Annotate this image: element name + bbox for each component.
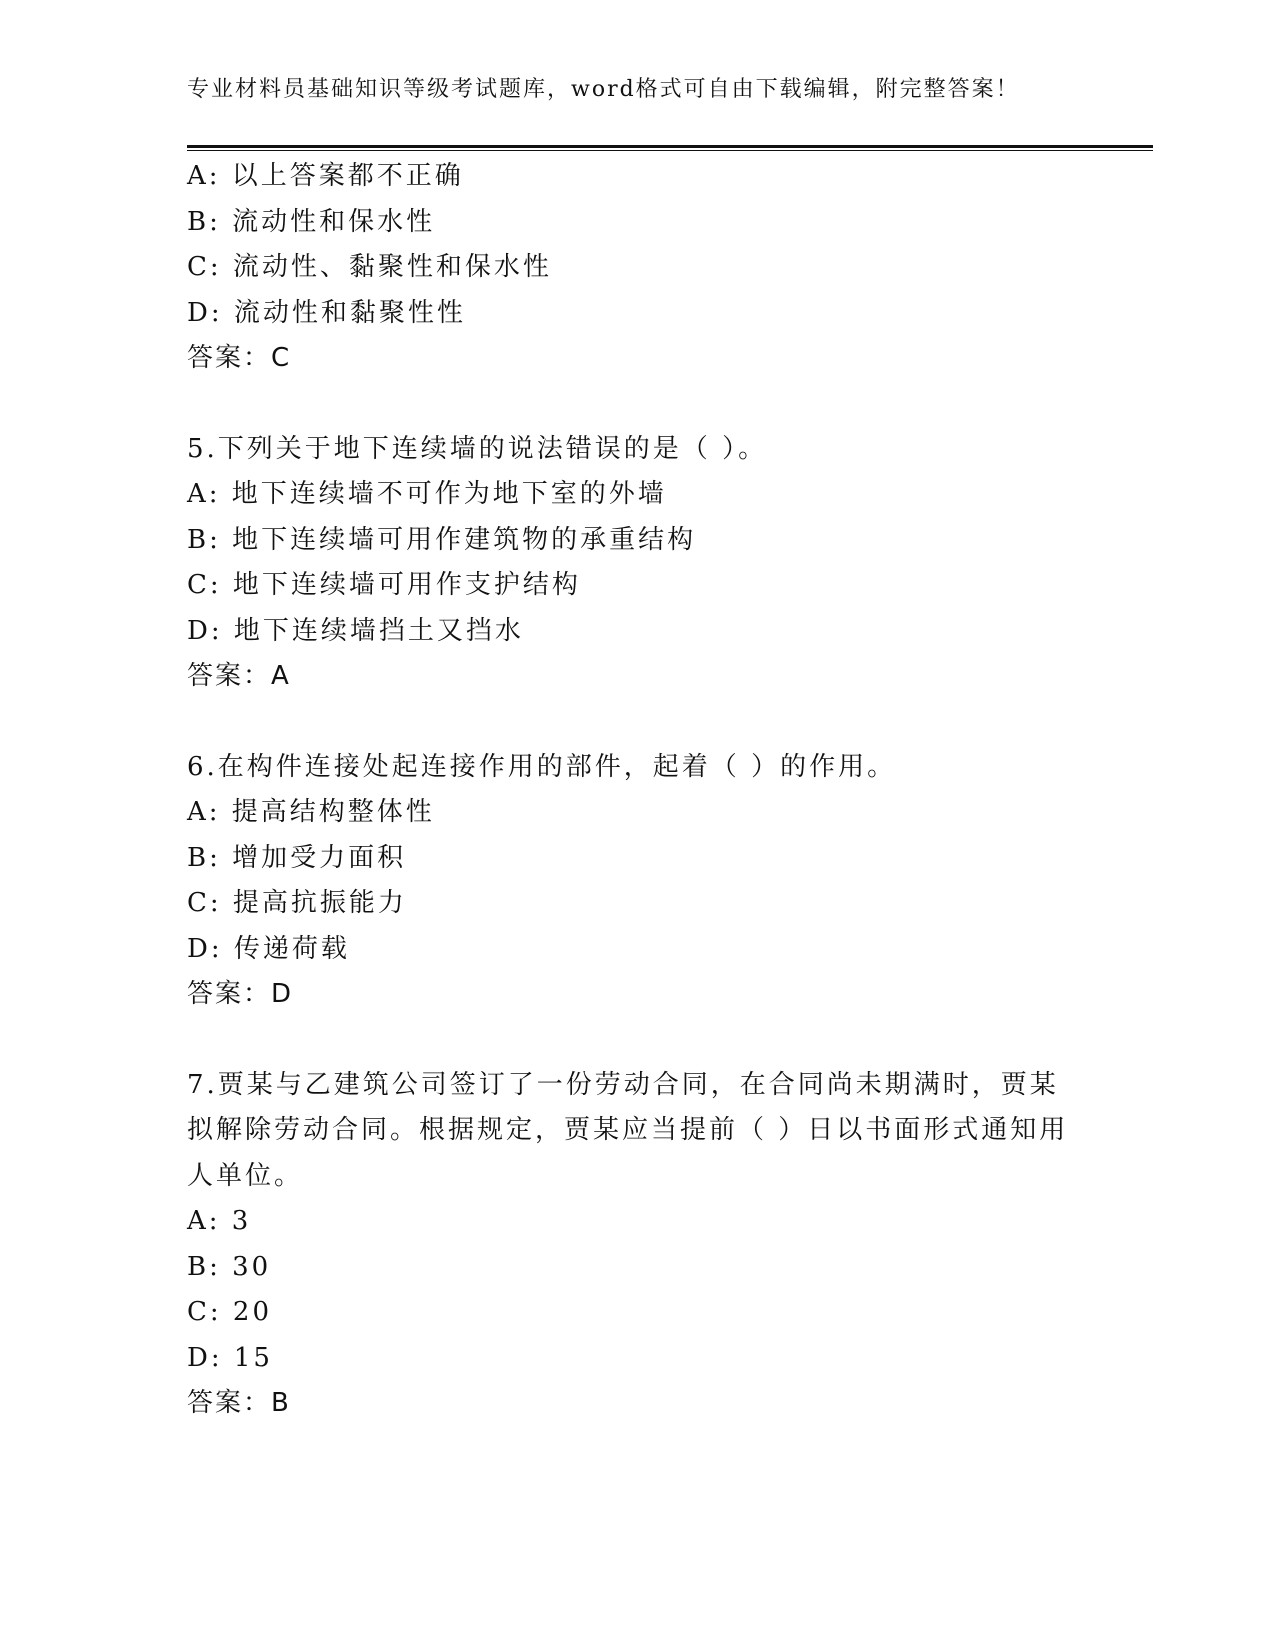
question-list [187, 154, 1087, 1427]
question-block [187, 745, 1087, 1018]
option-c: C: 地下连续墙可用作支护结构 [187, 570, 581, 600]
option-b: B: 增加受力面积 [187, 842, 407, 873]
option-a: A: 提高结构整体性 [187, 797, 435, 827]
question-stem: 6.在构件连接处起连接作用的部件，起着（ ）的作用。 [187, 751, 897, 782]
option-c: C: 20 [187, 1297, 273, 1327]
option-a: A: 以上答案都不正确 [187, 161, 464, 191]
option-d: D: 地下连续墙挡土又挡水 [187, 615, 524, 646]
option-d: D: 流动性和黏聚性性 [187, 297, 466, 328]
option-a: A: 地下连续墙不可作为地下室的外墙 [187, 479, 667, 509]
question-stem: 5.下列关于地下连续墙的说法错误的是（ ）。 [187, 433, 768, 464]
answer-line: 答案：C [187, 343, 292, 373]
option-c: C: 流动性、黏聚性和保水性 [187, 252, 552, 282]
answer-line: 答案：A [187, 661, 291, 691]
option-d: D: 传递荷载 [187, 933, 350, 964]
question-block [187, 154, 1087, 382]
answer-line: 答案：B [187, 1388, 291, 1418]
question-block [187, 427, 1087, 700]
option-c: C: 提高抗振能力 [187, 888, 407, 918]
header-rule-thin [187, 150, 1153, 151]
question-stem-line-3: 人单位。 [187, 1160, 304, 1191]
option-a: A: 3 [187, 1206, 252, 1236]
header-rule-thick [187, 145, 1153, 148]
answer-line: 答案：D [187, 979, 294, 1009]
question-stem-line-1: 7.贾某与乙建筑公司签订了一份劳动合同，在合同尚未期满时，贾某 [187, 1069, 1059, 1100]
page-header: 专业材料员基础知识等级考试题库，word格式可自由下载编辑，附完整答案！ [187, 77, 1020, 102]
option-b: B: 30 [187, 1251, 272, 1282]
question-stem-line-2: 拟解除劳动合同。根据规定，贾某应当提前（ ）日以书面形式通知用 [187, 1115, 1069, 1145]
option-b: B: 地下连续墙可用作建筑物的承重结构 [187, 524, 697, 555]
option-d: D: 15 [187, 1342, 273, 1373]
question-block [187, 1063, 1087, 1427]
option-b: B: 流动性和保水性 [187, 206, 436, 237]
